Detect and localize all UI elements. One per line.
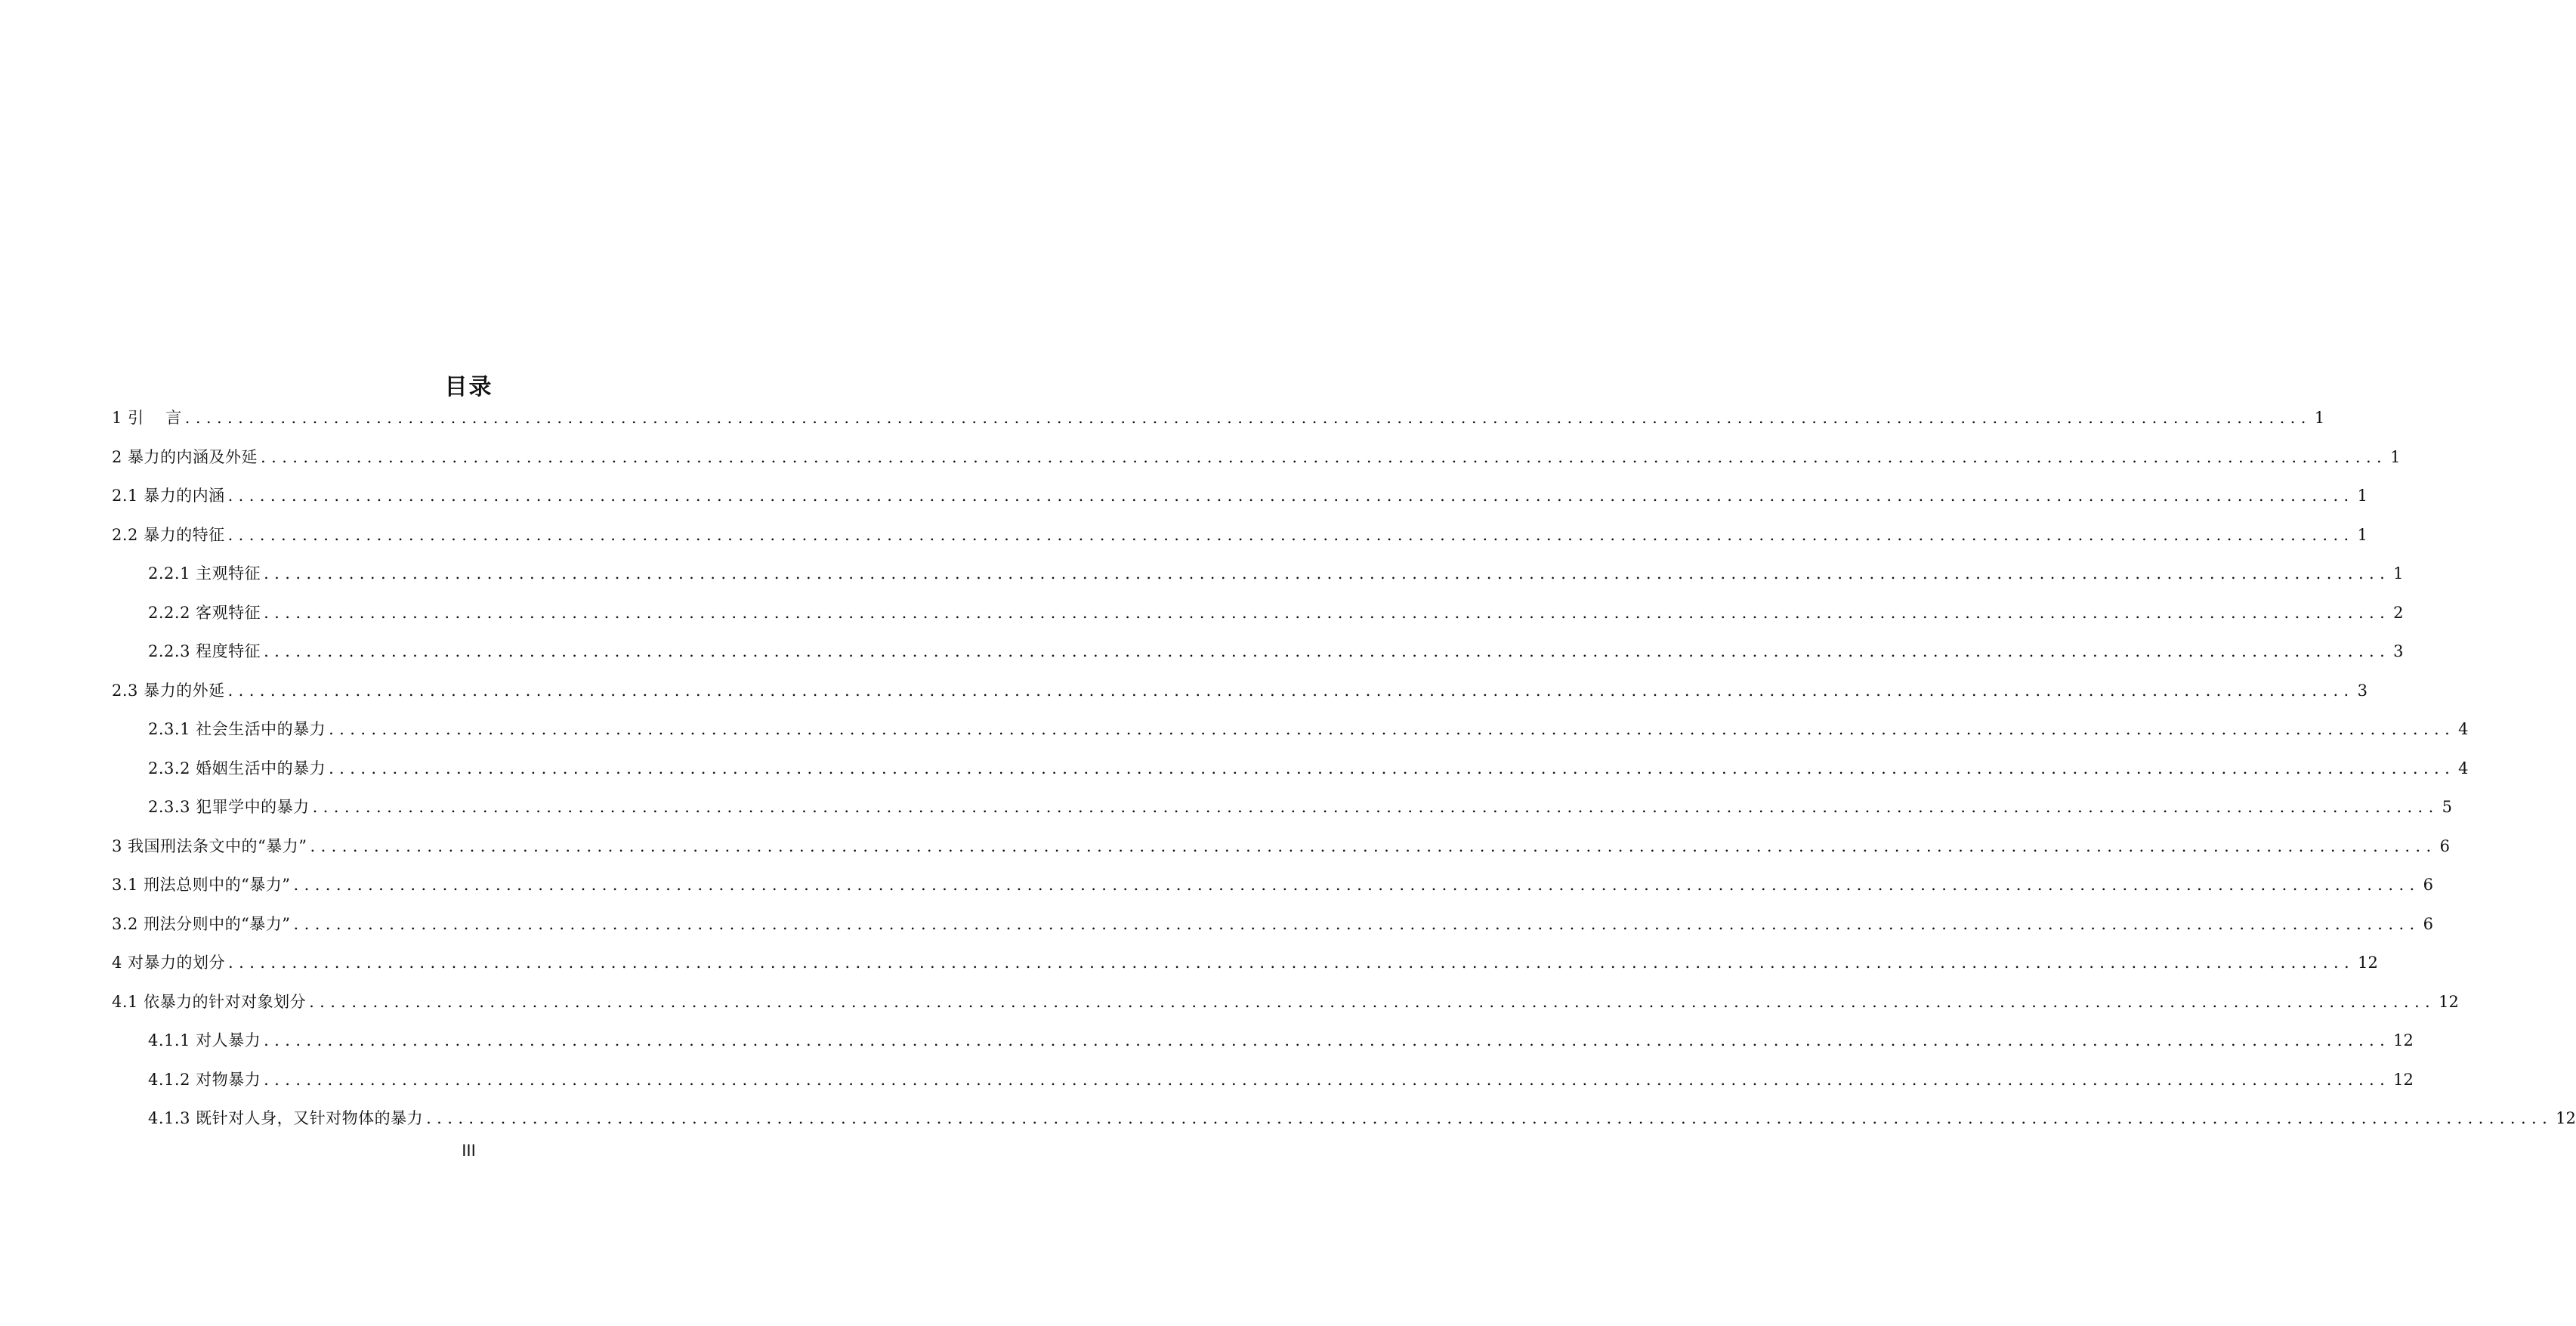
toc-entry-label: 2.3.3 犯罪学中的暴力 xyxy=(148,798,310,816)
toc-entry[interactable] xyxy=(112,988,2459,1028)
toc-entry-label: 3.2 刑法分则中的“暴力” xyxy=(112,914,291,933)
dot-leader: ........................................................................................................................................................................................................ xyxy=(264,642,2391,660)
dot-leader: ........................................................................................................................................................................................................ xyxy=(426,1109,2553,1127)
toc-entry-label: 2.2.3 程度特征 xyxy=(148,642,261,660)
toc-entry[interactable] xyxy=(112,677,2368,716)
toc-entry-label: 2.2.2 客观特征 xyxy=(148,603,261,622)
toc-entry-page: 4 xyxy=(2458,720,2469,738)
toc-entry-page: 2 xyxy=(2393,603,2404,622)
dot-leader: ........................................................................................................................................................................................................ xyxy=(329,759,2456,777)
toc-entry[interactable] xyxy=(112,1066,2414,1105)
dot-leader: ........................................................................................................................................................................................................ xyxy=(227,525,2355,544)
toc-entry-label: 4.1.1 对人暴力 xyxy=(148,1031,261,1049)
toc-entry[interactable] xyxy=(112,871,2433,910)
dot-leader: ........................................................................................................................................................................................................ xyxy=(293,876,2420,894)
toc-entry[interactable] xyxy=(112,404,2325,444)
toc-entry-page: 12 xyxy=(2393,1031,2414,1049)
toc-entry[interactable] xyxy=(112,833,2450,872)
toc-entry[interactable] xyxy=(112,599,2404,638)
toc-title: 目录 xyxy=(444,374,493,400)
dot-leader: ........................................................................................................................................................................................................ xyxy=(264,603,2391,622)
toc-entry-page: 3 xyxy=(2393,642,2404,660)
toc-entry[interactable] xyxy=(112,755,2469,794)
toc-entry-label: 4.1.3 既针对人身，又针对物体的暴力 xyxy=(148,1109,424,1127)
dot-leader: ........................................................................................................................................................................................................ xyxy=(329,720,2456,738)
toc-entry-label: 3 我国刑法条文中的“暴力” xyxy=(112,836,307,855)
toc-entry-page: 6 xyxy=(2423,914,2433,933)
dot-leader: ........................................................................................................................................................................................................ xyxy=(261,447,2388,466)
toc-entry-page: 5 xyxy=(2442,798,2453,816)
toc-entry[interactable] xyxy=(112,716,2469,755)
toc-entry[interactable] xyxy=(112,521,2368,561)
toc-entry-page: 6 xyxy=(2439,836,2450,855)
toc-entry-label: 2.3 暴力的外延 xyxy=(112,681,225,700)
toc-entry-label: 2 暴力的内涵及外延 xyxy=(112,447,258,466)
toc-entry-label: 2.2 暴力的特征 xyxy=(112,525,225,544)
toc-entry-label: 4 对暴力的划分 xyxy=(112,954,226,972)
page-number: III xyxy=(462,1142,476,1160)
dot-leader: ........................................................................................................................................................................................................ xyxy=(184,409,2312,427)
dot-leader: ........................................................................................................................................................................................................ xyxy=(309,992,2436,1011)
dot-leader: ........................................................................................................................................................................................................ xyxy=(264,1031,2391,1049)
dot-leader: ........................................................................................................................................................................................................ xyxy=(228,954,2355,972)
toc-entry-label: 4.1.2 对物暴力 xyxy=(148,1070,261,1089)
toc-entry-label: 2.2.1 主观特征 xyxy=(148,564,261,583)
toc-entry[interactable] xyxy=(112,949,2378,988)
toc-entry-page: 3 xyxy=(2357,681,2368,700)
toc-entry[interactable] xyxy=(112,560,2404,599)
toc-entry-page: 12 xyxy=(2393,1070,2414,1089)
dot-leader: ........................................................................................................................................................................................................ xyxy=(293,914,2420,933)
toc-entry-page: 12 xyxy=(2358,954,2378,972)
toc-entry-label: 2.1 暴力的内涵 xyxy=(112,487,225,505)
toc-entry-label: 1 引 言 xyxy=(112,409,182,427)
toc-entry-label: 4.1 依暴力的针对对象划分 xyxy=(112,992,307,1011)
toc-entry[interactable] xyxy=(112,910,2433,950)
toc-entry-page: 4 xyxy=(2458,759,2469,777)
toc-entry-page: 1 xyxy=(2314,409,2325,427)
toc-entry-page: 12 xyxy=(2439,992,2459,1011)
toc-entry-label: 2.3.2 婚姻生活中的暴力 xyxy=(148,759,326,777)
toc-entry-page: 1 xyxy=(2393,564,2404,583)
dot-leader: ........................................................................................................................................................................................................ xyxy=(227,487,2355,505)
toc-entry[interactable] xyxy=(112,482,2368,521)
toc-entry-page: 1 xyxy=(2357,487,2368,505)
toc-entry-page: 6 xyxy=(2423,876,2433,894)
toc-entry[interactable] xyxy=(112,1105,2576,1144)
toc-entry-page: 1 xyxy=(2357,525,2368,544)
dot-leader: ........................................................................................................................................................................................................ xyxy=(264,1070,2391,1089)
toc-entry-label: 3.1 刑法总则中的“暴力” xyxy=(112,876,291,894)
toc-entry[interactable] xyxy=(112,444,2401,483)
toc-entry-page: 1 xyxy=(2390,447,2401,466)
dot-leader: ........................................................................................................................................................................................................ xyxy=(312,798,2439,816)
toc-entry[interactable] xyxy=(112,638,2404,677)
table-of-contents xyxy=(112,404,2576,1144)
dot-leader: ........................................................................................................................................................................................................ xyxy=(264,564,2391,583)
dot-leader: ........................................................................................................................................................................................................ xyxy=(310,836,2437,855)
toc-entry-page: 12 xyxy=(2556,1109,2576,1127)
toc-entry[interactable] xyxy=(112,1027,2414,1066)
dot-leader: ........................................................................................................................................................................................................ xyxy=(227,681,2355,700)
toc-entry-label: 2.3.1 社会生活中的暴力 xyxy=(148,720,326,738)
toc-entry[interactable] xyxy=(112,793,2453,833)
